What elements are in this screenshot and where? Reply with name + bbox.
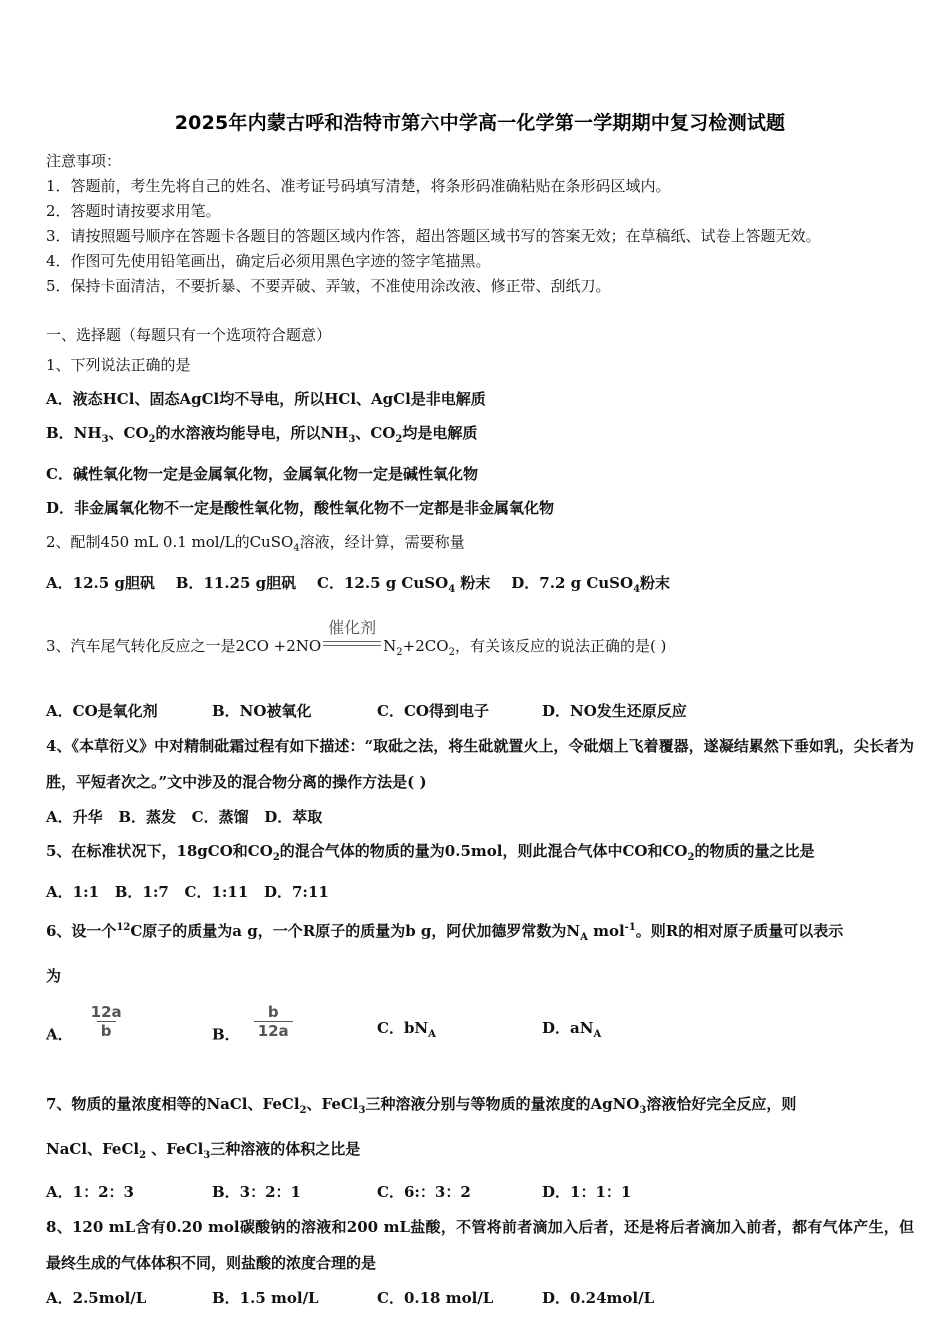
- q4-option-d: D．萃取: [264, 808, 323, 826]
- notice-item: 1．答题前，考生先将自己的姓名、准考证号码填写清楚，将条形码准确粘贴在条形码区域内。: [46, 177, 671, 195]
- q1-option-c: C．碱性氧化物一定是金属氧化物，金属氧化物一定是碱性氧化物: [46, 465, 478, 483]
- question-1-stem: 1、下列说法正确的是: [46, 356, 191, 374]
- q4-option-b: B．蒸发: [118, 808, 176, 826]
- q6-option-a: A． $\frac{12a}{b}$: [46, 1017, 126, 1054]
- q2-option-c: C．12.5 g CuSO$_4$ 粉末: [317, 574, 491, 595]
- q2-option-b: B．11.25 g胆矾: [175, 574, 297, 592]
- q6-option-c: C．$bN_A$: [377, 1019, 436, 1040]
- q5-option-a: A．1:1: [46, 883, 100, 901]
- q2-option-d: D．7.2 g CuSO$_4$粉末: [511, 574, 671, 595]
- q6-options: [46, 1003, 914, 1063]
- q5-options: [46, 875, 914, 909]
- catalyst-arrow: [323, 618, 381, 657]
- q7-options: [46, 1175, 914, 1209]
- question-6-stem: 6、设一个$^{12}$C原子的质量为a g，一个R原子的质量为b g，阿伏加德罗常数为$N_A$ mol$^{-1}$。则R的相对原子质量可以表示: [46, 922, 844, 943]
- q8-options: [46, 1281, 914, 1315]
- q7-option-a: A．1：2：3: [46, 1183, 134, 1201]
- notice-item: 3．请按照题号顺序在答题卡各题目的答题区域内作答，超出答题区域书写的答案无效；在草稿纸、试卷上答题无效。: [46, 227, 821, 245]
- fraction-b-over-12a: $\frac{b}{12a}$: [254, 1003, 293, 1040]
- q4-option-a: A．升华: [46, 808, 103, 826]
- q5-option-b: B．1:7: [114, 883, 169, 901]
- notice-block: [46, 149, 914, 299]
- page-title: 2025年内蒙古呼和浩特市第六中学高一化学第一学期期中复习检测试题: [174, 112, 786, 134]
- q1-option-b: B．$NH_3$、$CO_2$的水溶液均能导电，所以$NH_3$、$CO_2$均是电解质: [46, 424, 478, 445]
- q7-option-c: C．6:：3：2: [377, 1183, 471, 1201]
- q1-option-d: D．非金属氧化物不一定是酸性氧化物，酸性氧化物不一定都是非金属氧化物: [46, 499, 555, 517]
- q3-option-d: D．NO发生还原反应: [542, 702, 687, 720]
- q1-option-a: A．液态HCl、固态AgCl均不导电，所以HCl、AgCl是非电解质: [46, 390, 486, 408]
- exam-page: [46, 108, 914, 1315]
- question-6-stem-cont: 为: [46, 967, 62, 985]
- catalyst-label: 催化剂: [328, 618, 377, 637]
- q3-option-c: C．CO得到电子: [377, 702, 489, 720]
- question-2-stem: 2、配制450 mL 0.1 mol/L的CuSO$_4$溶液，经计算，需要称量: [46, 533, 465, 554]
- fraction-12a-over-b: $\frac{12a}{b}$: [90, 1003, 122, 1040]
- q2-options: [46, 566, 914, 607]
- notice-item: 5．保持卡面清洁，不要折暴、不要弄破、弄皱，不准使用涂改液、修正带、刮纸刀。: [46, 277, 611, 295]
- notice-item: 2．答题时请按要求用笔。: [46, 202, 221, 220]
- q7-option-d: D．1：1：1: [542, 1183, 632, 1201]
- q5-option-c: C．1:11: [184, 883, 249, 901]
- question-8-stem: 8、120 mL含有0.20 mol碳酸钠的溶液和200 mL盐酸，不管将前者滴加入后者，还是将后者滴加入前者，都有气体产生，但最终生成的气体体积不同，则盐酸的浓度合理的是: [46, 1218, 914, 1272]
- q6-option-b: B． $\frac{b}{12a}$: [212, 1017, 293, 1054]
- q3-options: [46, 694, 914, 728]
- question-5-stem: 5、在标准状况下，18gCO和$CO_2$的混合气体的物质的量为0.5mol，则此混合气体中CO和$CO_2$的物质的量之比是: [46, 842, 815, 863]
- question-7-stem: 7、物质的量浓度相等的NaCl、FeCl$_2$、FeCl$_3$三种溶液分别与等物质的量浓度的AgNO$_3$溶液恰好完全反应，则: [46, 1095, 797, 1116]
- q3-option-b: B．NO被氧化: [212, 702, 312, 720]
- question-7-stem-cont: NaCl、FeCl$_2$ 、FeCl$_3$三种溶液的体积之比是: [46, 1140, 361, 1161]
- notice-heading: 注意事项：: [46, 152, 122, 170]
- question-4-stem: 4、《本草衍义》中对精制砒霜过程有如下描述：“取砒之法，将生砒就置火上，令砒烟上飞着覆器，遂凝结累然下垂如乳，尖长者为胜，平短者次之。”文中涉及的混合物分离的操作方法是( ): [46, 737, 914, 791]
- q6-option-d: D．$aN_A$: [542, 1019, 602, 1040]
- q3-option-a: A．CO是氧化剂: [46, 702, 158, 720]
- q4-options: [46, 800, 914, 834]
- q7-option-b: B．3：2：1: [212, 1183, 301, 1201]
- section-heading: 一、选择题（每题只有一个选项符合题意）: [46, 326, 332, 344]
- q2-option-a: A．12.5 g胆矾: [46, 574, 155, 592]
- q5-option-d: D．7:11: [263, 883, 329, 901]
- q8-option-b: B．1.5 mol/L: [212, 1289, 319, 1307]
- q4-option-c: C．蒸馏: [191, 808, 249, 826]
- question-3-stem: 3、汽车尾气转化反应之一是2CO +2NO 催化剂 $N_2+2CO_2$，有关该反应的说法正确的是( ): [46, 629, 914, 670]
- q8-option-a: A．2.5mol/L: [46, 1289, 147, 1307]
- notice-item: 4．作图可先使用铅笔画出，确定后必须用黑色字迹的签字笔描黑。: [46, 252, 491, 270]
- q8-option-c: C．0.18 mol/L: [377, 1289, 494, 1307]
- q8-option-d: D．0.24mol/L: [542, 1289, 655, 1307]
